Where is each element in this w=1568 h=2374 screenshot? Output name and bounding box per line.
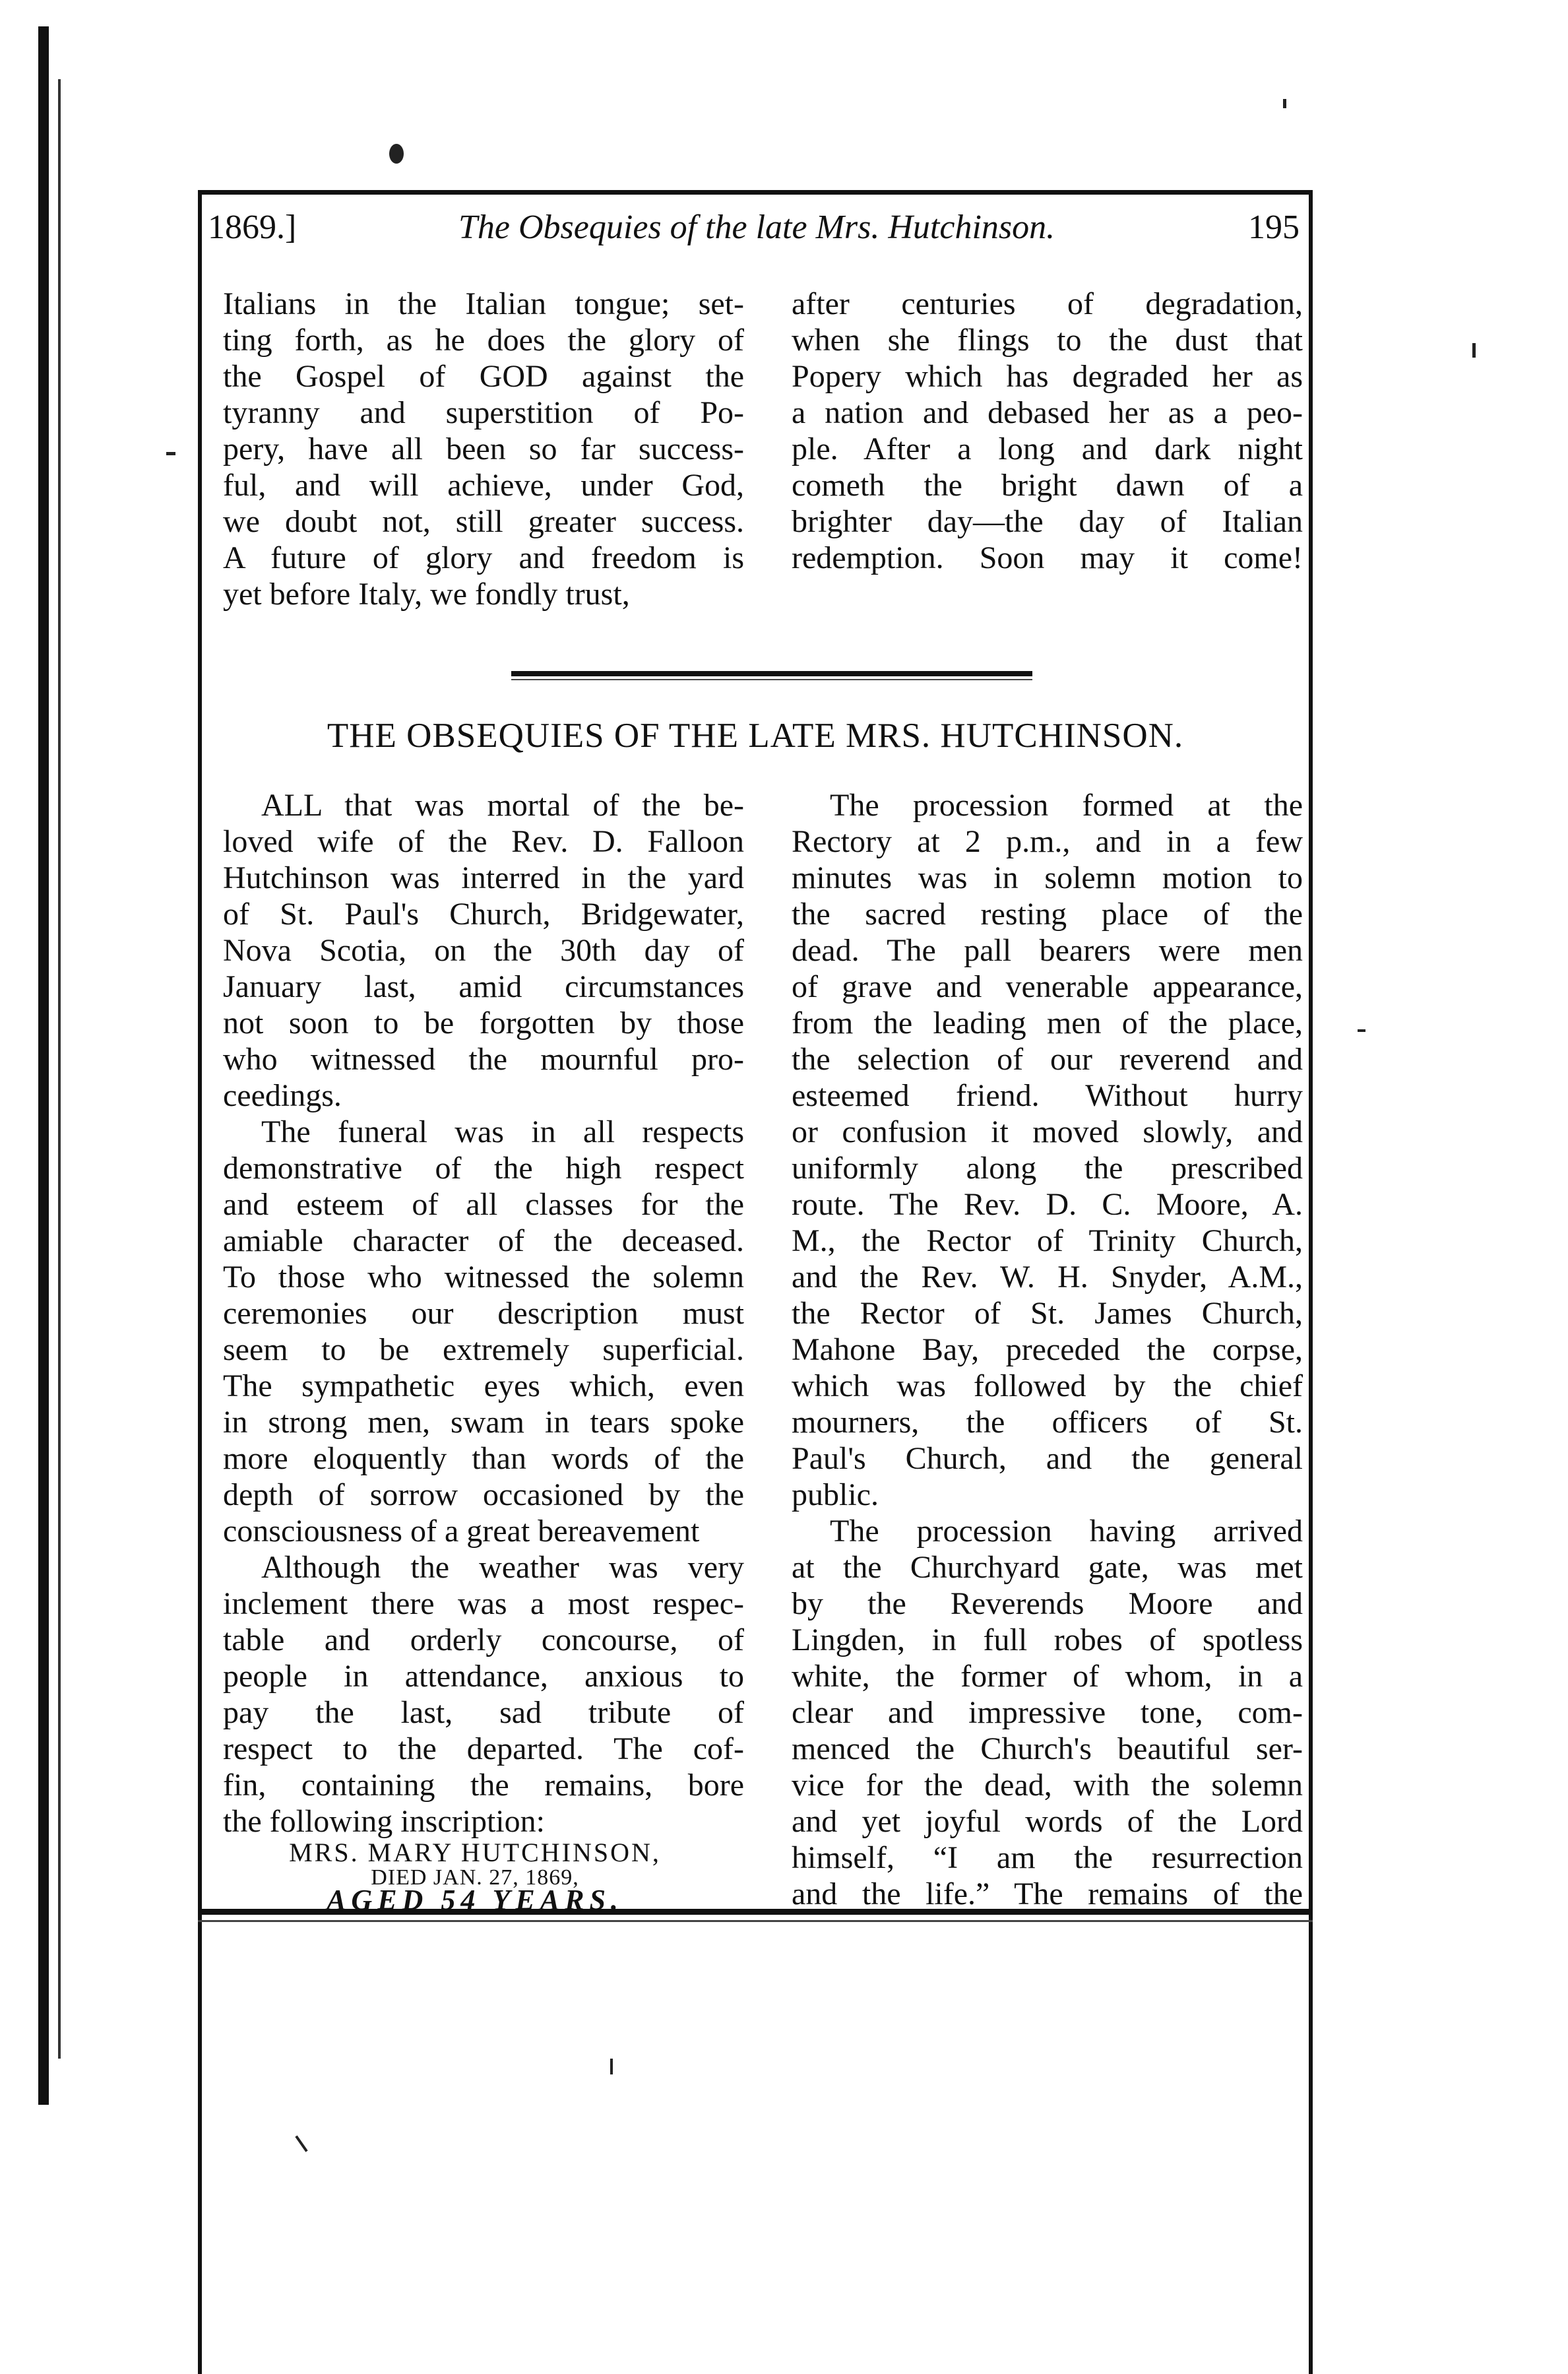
text-line: loved wife of the Rev. D. Falloon bbox=[223, 824, 744, 859]
text-line: ting forth, as he does the glory of bbox=[223, 323, 744, 358]
scan-speck bbox=[1358, 1029, 1365, 1032]
page-spine-line bbox=[58, 79, 61, 2059]
text-line: menced the Church's beautiful ser- bbox=[792, 1731, 1303, 1766]
text-line: and the Rev. W. H. Snyder, A.M., bbox=[792, 1260, 1303, 1295]
text-line: seem to be extremely superficial. bbox=[223, 1332, 744, 1367]
text-line: when she flings to the dust that bbox=[792, 323, 1303, 358]
text-line: by the Reverends Moore and bbox=[792, 1586, 1303, 1621]
running-header bbox=[208, 198, 1306, 257]
text-line: uniformly along the prescribed bbox=[792, 1151, 1303, 1186]
scan-speck bbox=[1283, 99, 1286, 108]
text-line: minutes was in solemn motion to bbox=[792, 860, 1303, 895]
text-line: tyranny and superstition of Po- bbox=[223, 395, 744, 430]
text-line: inclement there was a most respec- bbox=[223, 1586, 744, 1621]
text-line: at the Churchyard gate, was met bbox=[792, 1550, 1303, 1585]
text-line: people in attendance, anxious to bbox=[223, 1659, 744, 1694]
text-line: pery, have all been so far success- bbox=[223, 432, 744, 466]
header-title: The Obsequies of the late Mrs. Hutchinson. bbox=[458, 209, 1055, 246]
text-line: consciousness of a great bereavement bbox=[223, 1514, 700, 1549]
body-right-column bbox=[792, 787, 1303, 1912]
text-line: amiable character of the deceased. bbox=[223, 1223, 744, 1258]
text-line: respect to the departed. The cof- bbox=[223, 1731, 744, 1766]
text-line: and the life.” The remains of the bbox=[792, 1877, 1303, 1911]
text-line: The funeral was in all respects bbox=[261, 1114, 744, 1149]
scan-speck bbox=[389, 144, 404, 164]
text-line: after centuries of degradation, bbox=[792, 286, 1303, 321]
text-line: the Gospel of GOD against the bbox=[223, 359, 744, 394]
text-line: the Rector of St. James Church, bbox=[792, 1296, 1303, 1331]
text-line: The procession having arrived bbox=[830, 1514, 1303, 1549]
text-line: esteemed friend. Without hurry bbox=[792, 1078, 1303, 1113]
text-line: demonstrative of the high respect bbox=[223, 1151, 744, 1186]
text-line: ful, and will achieve, under God, bbox=[223, 468, 744, 503]
text-line: depth of sorrow occasioned by the bbox=[223, 1477, 744, 1512]
text-line: in strong men, swam in tears spoke bbox=[223, 1405, 744, 1440]
text-line: not soon to be forgotten by those bbox=[223, 1006, 744, 1041]
text-line: To those who witnessed the solemn bbox=[223, 1260, 744, 1295]
text-line: The procession formed at the bbox=[830, 788, 1303, 823]
text-line: pay the last, sad tribute of bbox=[223, 1695, 744, 1730]
text-line: Nova Scotia, on the 30th day of bbox=[223, 933, 744, 968]
scan-speck bbox=[1472, 343, 1476, 358]
text-line: fin, containing the remains, bore bbox=[223, 1768, 744, 1803]
body-left-column bbox=[223, 787, 744, 1840]
top-left-column bbox=[223, 286, 744, 612]
text-line: the sacred resting place of the bbox=[792, 897, 1303, 932]
frame-bottom-rule-thin bbox=[198, 1920, 1313, 1922]
text-line: Although the weather was very bbox=[261, 1550, 744, 1585]
text-line: mourners, the officers of St. bbox=[792, 1405, 1303, 1440]
text-line: brighter day—the day of Italian bbox=[792, 504, 1303, 539]
text-line: Lingden, in full robes of spotless bbox=[792, 1622, 1303, 1657]
text-line: redemption. Soon may it come! bbox=[792, 540, 1303, 575]
inscription-age: AGED 54 YEARS. bbox=[327, 1884, 623, 1916]
text-line: ceedings. bbox=[223, 1078, 342, 1113]
inscription-name: MRS. MARY HUTCHINSON, bbox=[289, 1838, 661, 1867]
inscription-died: DIED JAN. 27, 1869, bbox=[371, 1865, 579, 1890]
text-line: ALL that was mortal of the be- bbox=[261, 788, 744, 823]
text-line: Popery which has degraded her as bbox=[792, 359, 1303, 394]
text-line: yet before Italy, we fondly trust, bbox=[223, 577, 630, 612]
text-line: of St. Paul's Church, Bridgewater, bbox=[223, 897, 744, 932]
text-line: the selection of our reverend and bbox=[792, 1042, 1303, 1077]
section-divider-thin bbox=[511, 679, 1032, 680]
text-line: and yet joyful words of the Lord bbox=[792, 1804, 1303, 1839]
text-line: January last, amid circumstances bbox=[223, 969, 744, 1004]
text-line: A future of glory and freedom is bbox=[223, 540, 744, 575]
text-line: the following inscription: bbox=[223, 1804, 545, 1839]
text-line: more eloquently than words of the bbox=[223, 1441, 744, 1476]
text-line: a nation and debased her as a peo- bbox=[792, 395, 1303, 430]
text-line: from the leading men of the place, bbox=[792, 1006, 1303, 1041]
text-line: dead. The pall bearers were men bbox=[792, 933, 1303, 968]
text-line: of grave and venerable appearance, bbox=[792, 969, 1303, 1004]
text-line: cometh the bright dawn of a bbox=[792, 468, 1303, 503]
text-line: himself, “I am the resurrection bbox=[792, 1840, 1303, 1875]
text-line: we doubt not, still greater success. bbox=[223, 504, 744, 539]
page-number: 195 bbox=[1248, 209, 1300, 246]
text-line: Hutchinson was interred in the yard bbox=[223, 860, 744, 895]
text-line: and esteem of all classes for the bbox=[223, 1187, 744, 1222]
section-divider bbox=[511, 671, 1032, 676]
header-year: 1869.] bbox=[208, 209, 297, 246]
text-line: public. bbox=[792, 1477, 879, 1512]
text-line: Rectory at 2 p.m., and in a few bbox=[792, 824, 1303, 859]
page-spine-shadow bbox=[38, 26, 49, 2105]
text-line: ple. After a long and dark night bbox=[792, 432, 1303, 466]
text-line: vice for the dead, with the solemn bbox=[792, 1768, 1303, 1803]
text-line: white, the former of whom, in a bbox=[792, 1659, 1303, 1694]
text-line: Italians in the Italian tongue; set- bbox=[223, 286, 744, 321]
text-line: route. The Rev. D. C. Moore, A. bbox=[792, 1187, 1303, 1222]
text-line: clear and impressive tone, com- bbox=[792, 1695, 1303, 1730]
text-line: which was followed by the chief bbox=[792, 1368, 1303, 1403]
text-line: Paul's Church, and the general bbox=[792, 1441, 1303, 1476]
text-line: The sympathetic eyes which, even bbox=[223, 1368, 744, 1403]
text-line: M., the Rector of Trinity Church, bbox=[792, 1223, 1303, 1258]
text-line: ceremonies our description must bbox=[223, 1296, 744, 1331]
top-right-column bbox=[792, 286, 1303, 576]
text-line: Mahone Bay, preceded the corpse, bbox=[792, 1332, 1303, 1367]
scan-speck bbox=[610, 2059, 613, 2074]
scan-speck bbox=[166, 452, 175, 455]
text-line: who witnessed the mournful pro- bbox=[223, 1042, 744, 1077]
article-title: THE OBSEQUIES OF THE LATE MRS. HUTCHINSON. bbox=[327, 717, 1184, 755]
text-line: table and orderly concourse, of bbox=[223, 1622, 744, 1657]
text-line: or confusion it moved slowly, and bbox=[792, 1114, 1303, 1149]
